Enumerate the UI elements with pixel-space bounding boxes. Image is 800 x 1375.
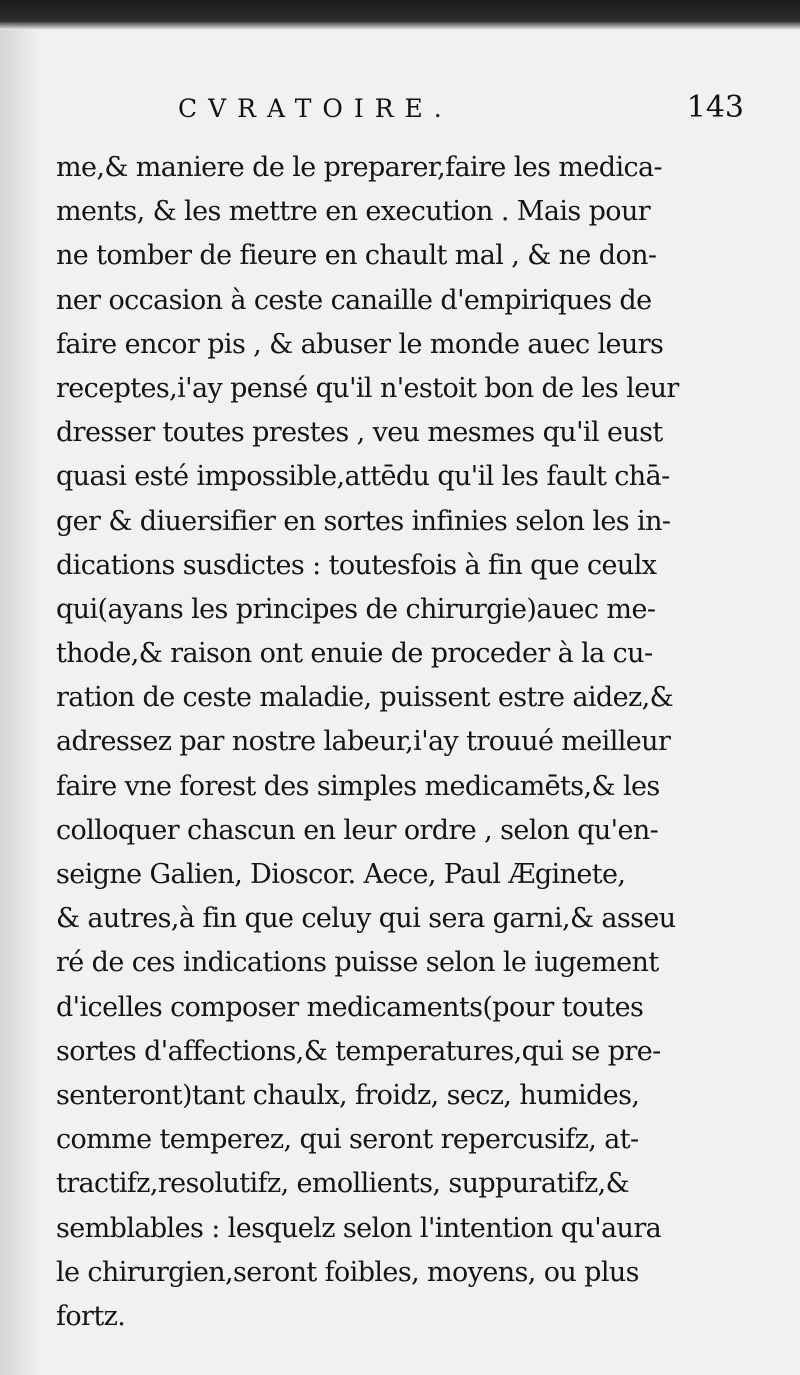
text-line: comme temperez, qui seront repercusifz, at-	[56, 1124, 639, 1156]
text-line: ré de ces indications puisse selon le iugement	[56, 947, 659, 979]
scan-top-edge	[0, 0, 800, 30]
text-line: & autres,à fin que celuy qui sera garni,& asseu	[56, 903, 676, 935]
text-line: quasi esté impossible,attēdu qu'il les fault chā-	[56, 461, 670, 493]
text-line: sortes d'affections,& temperatures,qui se pre-	[56, 1035, 661, 1067]
page-number: 143	[686, 90, 744, 125]
text-line: d'icelles composer medicaments(pour toutes	[56, 991, 644, 1023]
text-line: me,& maniere de le preparer,faire les medica-	[56, 152, 663, 183]
text-line: seigne Galien, Dioscor. Aece, Paul Æginete,	[56, 859, 626, 890]
text-line: thode,& raison ont enuie de proceder à la cu-	[56, 638, 653, 670]
body-text	[56, 146, 746, 1339]
book-page	[0, 22, 800, 1375]
running-head: CVRATOIRE.	[178, 94, 453, 123]
text-line: senteront)tant chaulx, froidz, secz, humides,	[56, 1079, 640, 1111]
text-line: ne tomber de fieure en chault mal , & ne don-	[56, 240, 657, 272]
text-line: dresser toutes prestes , veu mesmes qu'il eust	[56, 417, 663, 449]
text-line: faire encor pis , & abuser le monde auec leurs	[56, 328, 664, 360]
text-line: tractifz,resolutifz, emollients, suppuratifz,&	[56, 1168, 630, 1200]
text-line: semblables : lesquelz selon l'intention qu'aura	[56, 1212, 662, 1244]
text-line: le chirurgien,seront foibles, moyens, ou plus	[56, 1256, 639, 1288]
text-line: receptes,i'ay pensé qu'il n'estoit bon de les leur	[56, 372, 679, 404]
text-line: qui(ayans les principes de chirurgie)auec me-	[56, 593, 656, 625]
text-line: faire vne forest des simples medicamēts,& les	[56, 770, 660, 802]
text-line: dications susdictes : toutesfois à fin que ceulx	[56, 549, 657, 581]
text-line: ration de ceste maladie, puissent estre aidez,&	[56, 682, 674, 714]
text-line: ger & diuersifier en sortes infinies selon les in-	[56, 505, 671, 537]
text-line: colloquer chascun en leur ordre , selon qu'en-	[56, 814, 659, 846]
text-line: fortz.	[56, 1300, 126, 1332]
text-line: ner occasion à ceste canaille d'empiriques de	[56, 284, 652, 316]
page-gutter-shadow	[0, 22, 40, 1375]
text-line: adressez par nostre labeur,i'ay trouué meilleur	[56, 726, 671, 758]
text-line: ments, & les mettre en execution . Mais pour	[56, 196, 651, 228]
